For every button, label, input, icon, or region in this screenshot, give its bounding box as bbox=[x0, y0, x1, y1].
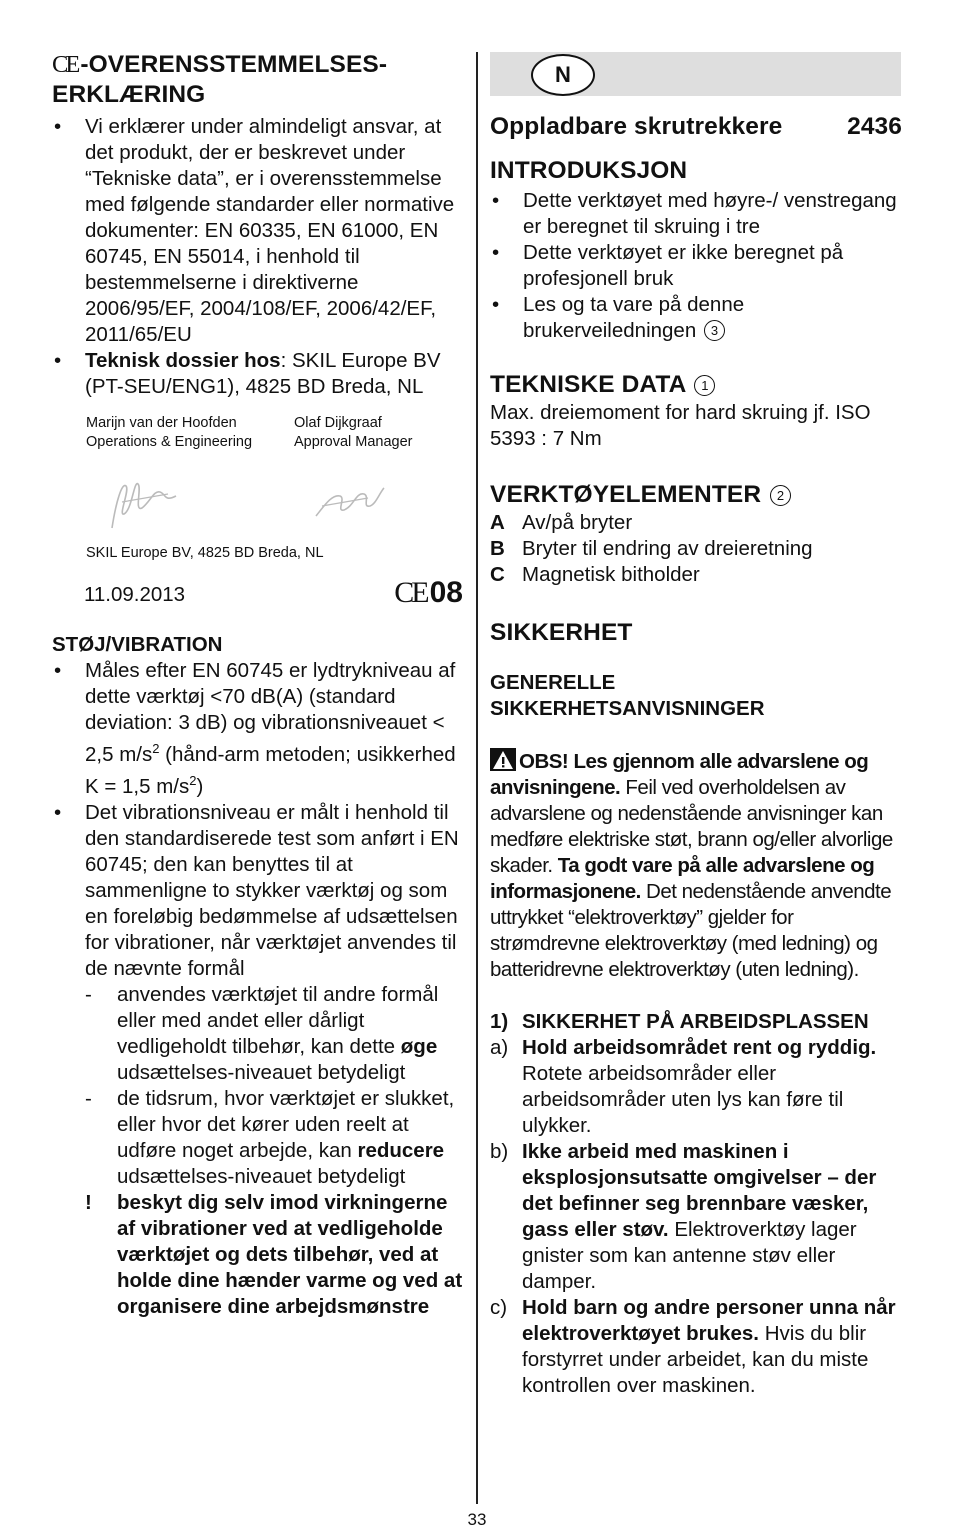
language-badge: N bbox=[531, 54, 595, 96]
signer1-name: Marijn van der Hoofden bbox=[86, 415, 237, 431]
column-divider bbox=[476, 52, 478, 1504]
intro-list bbox=[490, 188, 902, 344]
signature-block bbox=[52, 414, 467, 564]
figure-ref-badge: 1 bbox=[694, 375, 715, 396]
warning-paragraph: OBS! Les gjennom alle advarslene og anvisningene. Feil ved overholdelsen av advarslene og nedenstående anvisninger kan medføre elektriske støt, brann og/eller alvorlige skader. Ta godt vare på alle advarslene og informasjonene. Det nedenstående anvendte uttrykket “elektroverktøy” gjelder for strømdrevne elektroverktøy (med ledning) og batteridrevne elektroverktøy (uten ledning). bbox=[490, 750, 893, 981]
signature2-image bbox=[310, 476, 390, 526]
declaration-list bbox=[52, 114, 467, 400]
noise-heading: STØJ/VIBRATION bbox=[52, 633, 223, 656]
tech-text: Max. dreiemoment for hard skruing jf. ISO 5393 : 7 Nm bbox=[490, 401, 871, 450]
tech-heading: TEKNISKE DATA 1 bbox=[490, 370, 902, 400]
list-item: ! beskyt dig selv imod virkningerne af vibrationer ved at vedligeholde værktøjet og dets tilbehør, ved at holde dine hænder varme og ved at organisere dine arbejdsmønstre bbox=[85, 1190, 463, 1318]
elements-heading: VERKTØYELEMENTER 2 bbox=[490, 480, 902, 510]
company-line: SKIL Europe BV, 4825 BD Breda, NL bbox=[86, 545, 324, 561]
left-column bbox=[52, 50, 467, 1320]
list-item: - de tidsrum, hvor værktøjet er slukket, eller hvor det kører uden reelt at udføre noget arbejde, kan reducere udsættelses-niveauet betydeligt bbox=[85, 1086, 455, 1188]
date-row bbox=[52, 576, 467, 610]
list-item: • Det vibrationsniveau er målt i henhold til den standardiserede test som anført i EN 60745; den kan benyttes til at sammenligne to stykker værktøj og som en foreløbig bedømmelse af udsættelsen for vibrationer, når værktøjet anvendes til de nævnte formål bbox=[52, 800, 467, 982]
safety-heading: SIKKERHET bbox=[490, 619, 633, 646]
list-item: • Les og ta vare på denne brukerveiledningen 3 bbox=[490, 292, 902, 344]
list-item: • Vi erklærer under almindeligt ansvar, at det produkt, der er beskrevet under “Tekniske data”, er i overensstemmelse med følgende standarder eller normative dokumenter: EN 60335, EN 61000, EN 60745, EN 55014, i henhold til bestemmelserne i direktiverne 2006/95/EF, 2004/108/EF, 2006/42/EF, 2011/65/EU bbox=[52, 114, 467, 348]
figure-ref-badge: 3 bbox=[704, 320, 725, 341]
intro-heading: INTRODUKSJON bbox=[490, 157, 688, 184]
noise-sublist bbox=[85, 982, 467, 1320]
list-item: A Av/på bryter bbox=[490, 511, 633, 534]
declaration-heading: CE -OVERENSSTEMMELSES- ERKLÆRING bbox=[52, 51, 388, 108]
work-area-list bbox=[490, 1035, 902, 1399]
product-title: Oppladbare skrutrekkere 2436 bbox=[490, 113, 902, 140]
list-item: B Bryter til endring av dreieretning bbox=[490, 537, 813, 560]
signer2-name: Olaf Dijkgraaf bbox=[294, 415, 382, 431]
noise-list bbox=[52, 658, 467, 982]
list-item: • Måles efter EN 60745 er lydtrykniveau af dette værktøj <70 dB(A) (standard deviation: 3 dB) og vibrationsniveauet < 2,5 $m/s^2$ (hånd-arm metoden; usikkerhed K = 1,5 $m/s^2$) bbox=[52, 658, 467, 800]
page-number: 33 bbox=[467, 1510, 487, 1529]
ce-mark-icon: CE bbox=[52, 51, 78, 78]
list-item: • Dette verktøyet med høyre-/ venstregang er beregnet til skruing i tre bbox=[490, 188, 902, 240]
signer1-title: Operations & Engineering bbox=[86, 434, 253, 450]
list-item: • Dette verktøyet er ikke beregnet på profesjonell bruk bbox=[490, 240, 902, 292]
list-item: c) Hold barn og andre personer unna når elektroverktøyet brukes. Hvis du blir forstyrret under arbeidet, kan du miste kontrollen over maskinen. bbox=[490, 1296, 896, 1397]
work-area-heading: 1) SIKKERHET PÅ ARBEIDSPLASSEN bbox=[490, 1010, 869, 1033]
product-number: 2436 bbox=[847, 113, 902, 140]
warning-icon bbox=[490, 748, 516, 771]
signer2-title: Approval Manager bbox=[294, 434, 413, 450]
right-column bbox=[490, 112, 902, 1399]
list-item: b) Ikke arbeid med maskinen i eksplosjonsutsatte omgivelser – der det befinner seg brennbare væsker, gass eller støv. Elektroverktøy lager gnister som kan antenne støv eller damper. bbox=[490, 1140, 877, 1293]
general-heading: GENERELLE SIKKERHETSANVISNINGER bbox=[490, 671, 765, 720]
list-item: C Magnetisk bitholder bbox=[490, 563, 700, 586]
signature1-image bbox=[104, 472, 184, 534]
figure-ref-badge: 2 bbox=[770, 485, 791, 506]
elements-list bbox=[490, 510, 902, 588]
list-item: • Teknisk dossier hos: SKIL Europe BV (PT-SEU/ENG1), 4825 BD Breda, NL bbox=[52, 348, 467, 400]
list-item: - anvendes værktøjet til andre formål eller med andet eller dårligt vedligeholdt tilbehør, kan dette øge udsættelses-niveauet betydeligt bbox=[85, 982, 439, 1084]
ce-mark-icon: CE bbox=[394, 576, 427, 609]
list-item: a) Hold arbeidsområdet rent og ryddig. Rotete arbeidsområder eller arbeidsområder uten lys kan føre til ulykker. bbox=[490, 1036, 877, 1137]
ce-year-mark: CE 08 bbox=[394, 576, 463, 609]
declaration-date: 11.09.2013 bbox=[84, 583, 186, 606]
